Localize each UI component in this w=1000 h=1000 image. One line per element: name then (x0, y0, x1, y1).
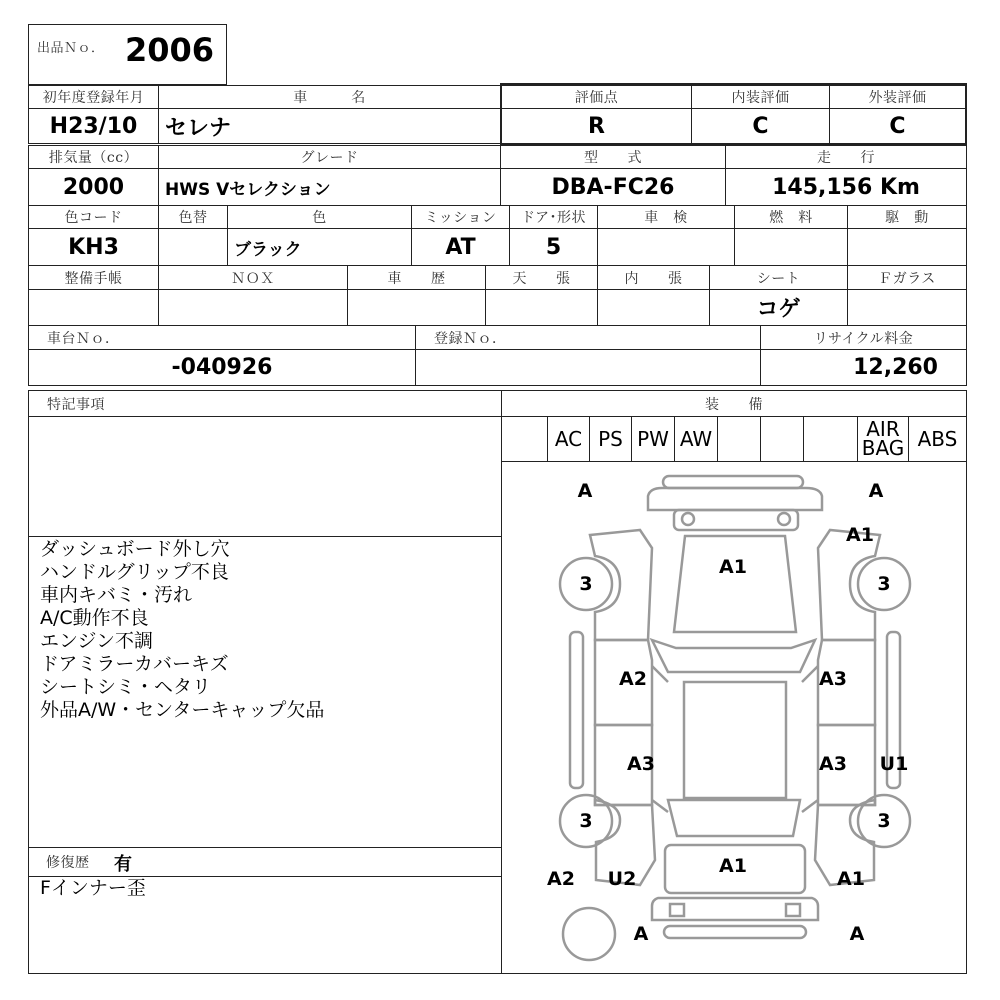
damage-mark: 3 (579, 810, 593, 832)
right-front-fender (818, 530, 880, 640)
note-line: ダッシュボード外し穴 (40, 538, 230, 560)
car-name-value: セレナ (158, 108, 501, 144)
note-line: ハンドルグリップ不良 (40, 561, 229, 583)
drive-label: 駆 動 (847, 205, 967, 229)
fuel-label: 燃 料 (734, 205, 848, 229)
repair-label: 修復歴 (46, 855, 90, 871)
damage-mark: A (849, 923, 865, 945)
history-label: 車 歴 (347, 265, 486, 290)
notes-label: 特記事項 (28, 390, 502, 417)
chassis-label: 車台Ｎｏ． (28, 325, 416, 350)
note-line: シートシミ・ヘタリ (40, 676, 212, 698)
grade-label: グレード (158, 145, 501, 169)
displacement-label: 排気量（cc） (28, 145, 159, 169)
damage-mark: 3 (579, 573, 593, 595)
color-code-label: 色コード (28, 205, 159, 229)
rear-window (668, 800, 800, 836)
equip-ac: AC (547, 416, 590, 462)
equip-aw: AW (674, 416, 718, 462)
exterior-label: 外装評価 (829, 85, 966, 109)
front-bumper (648, 476, 822, 530)
airbag-line1: AIR (866, 417, 900, 441)
exterior-value: C (829, 108, 966, 144)
registration-no-label: 登録Ｎｏ． (415, 325, 761, 350)
mission-label: ミッション (411, 205, 510, 229)
interior-value: C (691, 108, 830, 144)
color-change-label: 色替 (158, 205, 228, 229)
equip-ps: PS (589, 416, 632, 462)
trim-label: 内 張 (597, 265, 710, 290)
grade-value: HWS Vセレクション (158, 168, 501, 206)
note-line: ドアミラーカバーキズ (40, 653, 229, 675)
damage-mark: A1 (719, 556, 747, 578)
car-name-label: 車 名 (158, 85, 501, 109)
spare-wheel (563, 908, 615, 960)
recycle-value: 12,260 (760, 349, 967, 386)
service-book-label: 整備手帳 (28, 265, 159, 290)
color-label: 色 (227, 205, 412, 229)
headliner-label: 天 張 (485, 265, 598, 290)
hood (674, 536, 796, 632)
damage-mark: A1 (837, 868, 865, 890)
seat-label: シート (709, 265, 848, 290)
damage-mark: 3 (877, 573, 891, 595)
note-line: A/C動作不良 (40, 607, 149, 629)
airbag-line2: BAG (861, 436, 905, 460)
interior-label: 内装評価 (691, 85, 830, 109)
damage-mark: A3 (819, 753, 847, 775)
doors-value: 5 (509, 228, 598, 266)
displacement-value: 2000 (28, 168, 159, 206)
damage-mark: A1 (846, 524, 874, 546)
left-front-fender (590, 530, 652, 640)
mileage-value: 145,156 Km (725, 168, 967, 206)
color-value: ブラック (227, 228, 412, 266)
note-line: 車内キバミ・汚れ (40, 584, 193, 606)
damage-mark: A3 (819, 668, 847, 690)
score-value: R (501, 108, 692, 144)
equip-pw: PW (631, 416, 675, 462)
damage-mark: 3 (877, 810, 891, 832)
inspection-label: 車 検 (597, 205, 735, 229)
nox-label: ＮＯＸ (158, 265, 348, 290)
rear-bumper (652, 898, 818, 938)
mileage-label: 走 行 (725, 145, 967, 169)
chassis-value: -040926 (28, 349, 416, 386)
note-line: エンジン不調 (40, 630, 154, 652)
windshield (652, 640, 815, 672)
registration-label: 初年度登録年月 (28, 85, 159, 109)
lot-number-label: 出品Ｎｏ． (37, 41, 105, 56)
mission-value: AT (411, 228, 510, 266)
model-label: 型 式 (500, 145, 726, 169)
model-value: DBA-FC26 (500, 168, 726, 206)
note-line: 外品A/W・センターキャップ欠品 (40, 699, 325, 721)
left-mirror (570, 632, 583, 788)
color-code-value: KH3 (28, 228, 159, 266)
damage-mark: A2 (547, 868, 575, 890)
repair-value: 有 (114, 854, 132, 875)
lot-number: 2006 (125, 31, 215, 69)
roof (684, 682, 786, 798)
damage-mark: A (633, 923, 649, 945)
seat-value: コゲ (709, 289, 848, 326)
front-glass-label: Ｆガラス (847, 265, 967, 290)
damage-mark: A2 (619, 668, 647, 690)
equip-abs: ABS (908, 416, 967, 462)
damage-mark: U2 (607, 868, 637, 890)
doors-label: ドア･形状 (509, 205, 598, 229)
repair-note: Fインナー歪 (40, 877, 146, 899)
damage-mark: A3 (627, 753, 655, 775)
damage-mark: A (577, 480, 593, 502)
score-label: 評価点 (501, 85, 692, 109)
damage-mark: U1 (879, 753, 909, 775)
registration-value: H23/10 (28, 108, 159, 144)
damage-mark: A (868, 480, 884, 502)
damage-mark: A1 (719, 855, 747, 877)
equipment-label: 装 備 (501, 390, 967, 417)
recycle-label: リサイクル料金 (760, 325, 967, 350)
